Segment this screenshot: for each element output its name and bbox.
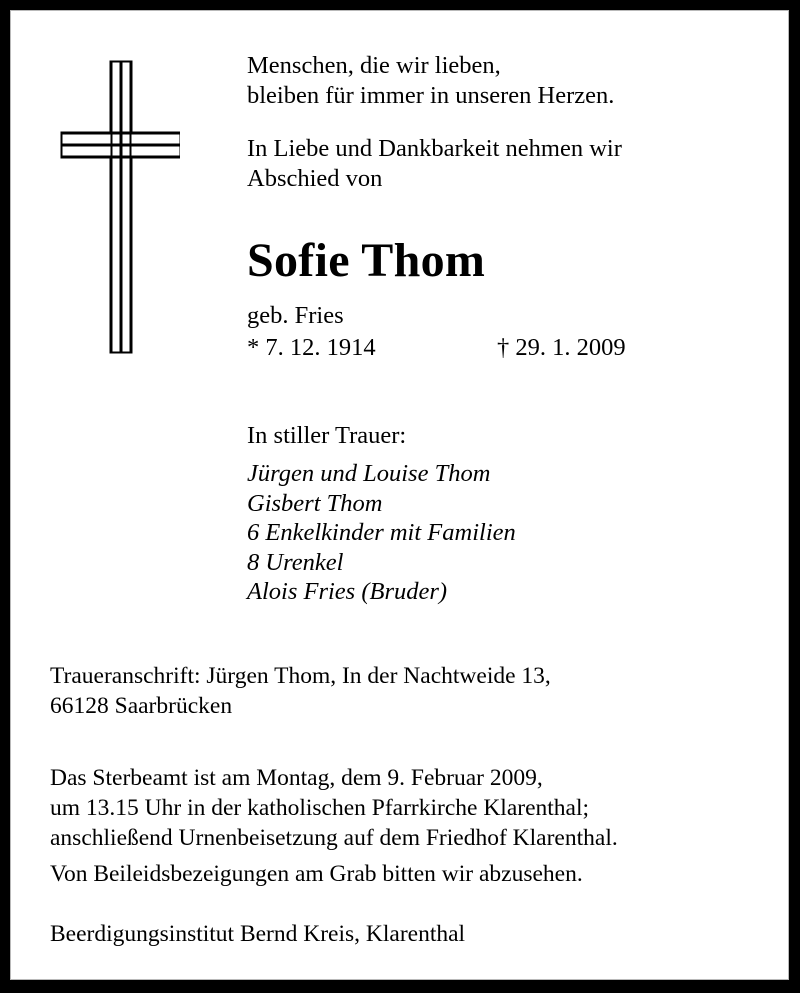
memorial-verse [247,51,622,111]
list-item: 6 Enkelkinder mit Familien [247,519,516,546]
list-item: Gisbert Thom [247,489,383,517]
statement-line-1: In Liebe und Dankbarkeit nehmen wir [247,135,622,162]
christian-cross-icon [50,50,180,355]
condolence-request [50,859,583,889]
statement-line-2: Abschied von [247,165,383,192]
funeral-home-text: Beerdigungsinstitut Bernd Kreis, Klarenthal [50,921,466,947]
death-date: † 29. 1. 2009 [497,334,626,361]
list-item: 8 Urenkel [247,548,344,576]
mourning-title: In stiller Trauer: [247,422,407,449]
mourners-list [247,459,516,607]
birth-date: * 7. 12. 1914 [247,334,376,361]
intro-text [247,51,622,194]
verse-line-2: bleiben für immer in unseren Herzen. [247,82,615,109]
list-item: Alois Fries (Bruder) [247,578,448,605]
deceased-name: Sofie Thom [247,234,486,287]
service-line-3: anschließend Urnenbeisetzung auf dem Friedhof Klarenthal. [50,825,618,851]
list-item: Jürgen und Louise Thom [247,460,491,487]
funeral-home [50,919,465,949]
service-line-1: Das Sterbeamt ist am Montag, dem 9. Februar 2009, [50,765,543,791]
life-dates [247,333,707,363]
request-text: Von Beileidsbezeigungen am Grab bitten wir abzusehen. [50,861,583,887]
obituary-inner-frame [10,10,789,980]
farewell-statement [247,134,622,194]
address-line-1: Traueranschrift: Jürgen Thom, In der Nachtweide 13, [50,663,551,689]
maiden-name: geb. Fries [247,302,344,329]
service-details [50,763,618,853]
address-line-2: 66128 Saarbrücken [50,693,233,719]
verse-line-1: Menschen, die wir lieben, [247,52,501,79]
mourning-address [50,661,551,721]
service-line-2: um 13.15 Uhr in der katholischen Pfarrkirche Klarenthal; [50,795,590,821]
